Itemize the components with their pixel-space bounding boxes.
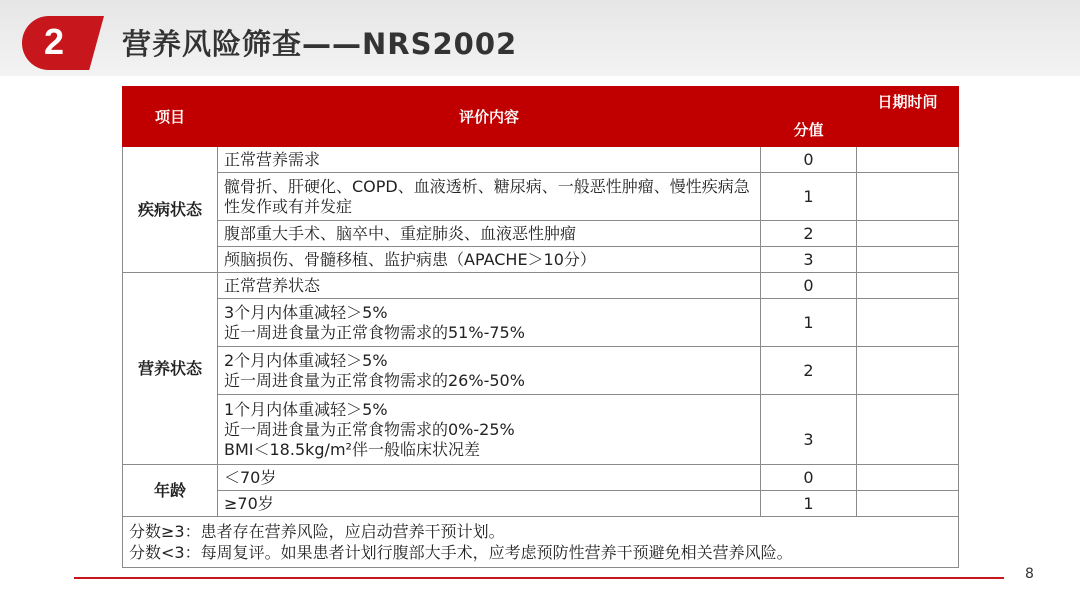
- content-line: BMI＜18.5kg/m²伴一般临床状况差: [224, 439, 480, 459]
- content-cell: ≥70岁: [218, 491, 761, 517]
- slide-title: 营养风险筛查——NRS2002: [122, 27, 518, 61]
- table-row: [123, 347, 959, 395]
- summary-line: 分数≥3：患者存在营养风险，应启动营养干预计划。: [129, 522, 505, 541]
- header-content: 评价内容: [218, 87, 761, 147]
- header-score: 分值: [761, 87, 857, 147]
- page-number: 8: [1025, 566, 1034, 582]
- score-cell: 3: [761, 247, 857, 273]
- summary-cell: [123, 517, 959, 568]
- table-row: [123, 395, 959, 465]
- summary-line: 分数<3：每周复评。如果患者计划行腹部大手术，应考虑预防性营养干预避免相关营养风险。: [129, 543, 793, 562]
- date-cell: [857, 465, 959, 491]
- table-row: [123, 465, 959, 491]
- date-cell: [857, 221, 959, 247]
- content-line: 1个月内体重减轻＞5%: [224, 399, 388, 419]
- table-row: [123, 247, 959, 273]
- footer-line: [74, 577, 1004, 579]
- score-cell: 1: [761, 491, 857, 517]
- category-disease: 疾病状态: [123, 147, 218, 273]
- score-cell: 0: [761, 147, 857, 173]
- score-cell: 1: [761, 173, 857, 221]
- score-cell: 2: [761, 221, 857, 247]
- table-row: [123, 273, 959, 299]
- date-cell: [857, 173, 959, 221]
- content-line: 3个月内体重减轻＞5%: [224, 302, 388, 322]
- summary-row: [123, 517, 959, 568]
- content-cell: [218, 347, 761, 395]
- section-number: 2: [44, 21, 65, 62]
- table-row: [123, 147, 959, 173]
- content-cell: 腹部重大手术、脑卒中、重症肺炎、血液恶性肿瘤: [218, 221, 761, 247]
- date-cell: [857, 347, 959, 395]
- score-cell: 0: [761, 465, 857, 491]
- score-cell: 0: [761, 273, 857, 299]
- score-cell: 3: [761, 395, 857, 465]
- category-age: 年龄: [123, 465, 218, 517]
- content-cell: 正常营养需求: [218, 147, 761, 173]
- date-cell: [857, 247, 959, 273]
- date-cell: [857, 273, 959, 299]
- date-cell: [857, 147, 959, 173]
- date-cell: [857, 395, 959, 465]
- table-header-row: [123, 87, 959, 147]
- table-row: [123, 299, 959, 347]
- table-row: [123, 491, 959, 517]
- content-line: 近一周进食量为正常食物需求的26%-50%: [224, 370, 525, 390]
- content-line: 2个月内体重减轻＞5%: [224, 350, 388, 370]
- content-cell: [218, 395, 761, 465]
- score-cell: 1: [761, 299, 857, 347]
- date-cell: [857, 299, 959, 347]
- date-cell: [857, 491, 959, 517]
- category-nutrition: 营养状态: [123, 273, 218, 465]
- header-item: 项目: [123, 87, 218, 147]
- content-line: 近一周进食量为正常食物需求的0%-25%: [224, 419, 515, 439]
- header-date: 日期时间: [857, 87, 959, 147]
- content-line: 近一周进食量为正常食物需求的51%-75%: [224, 322, 525, 342]
- content-cell: [218, 299, 761, 347]
- score-cell: 2: [761, 347, 857, 395]
- nrs2002-table: [122, 86, 959, 568]
- content-cell: 髋骨折、肝硬化、COPD、血液透析、糖尿病、一般恶性肿瘤、慢性疾病急性发作或有并发症: [218, 173, 761, 221]
- content-cell: 正常营养状态: [218, 273, 761, 299]
- content-cell: 颅脑损伤、骨髓移植、监护病患（APACHE＞10分）: [218, 247, 761, 273]
- table-row: [123, 173, 959, 221]
- table-row: [123, 221, 959, 247]
- content-cell: ＜70岁: [218, 465, 761, 491]
